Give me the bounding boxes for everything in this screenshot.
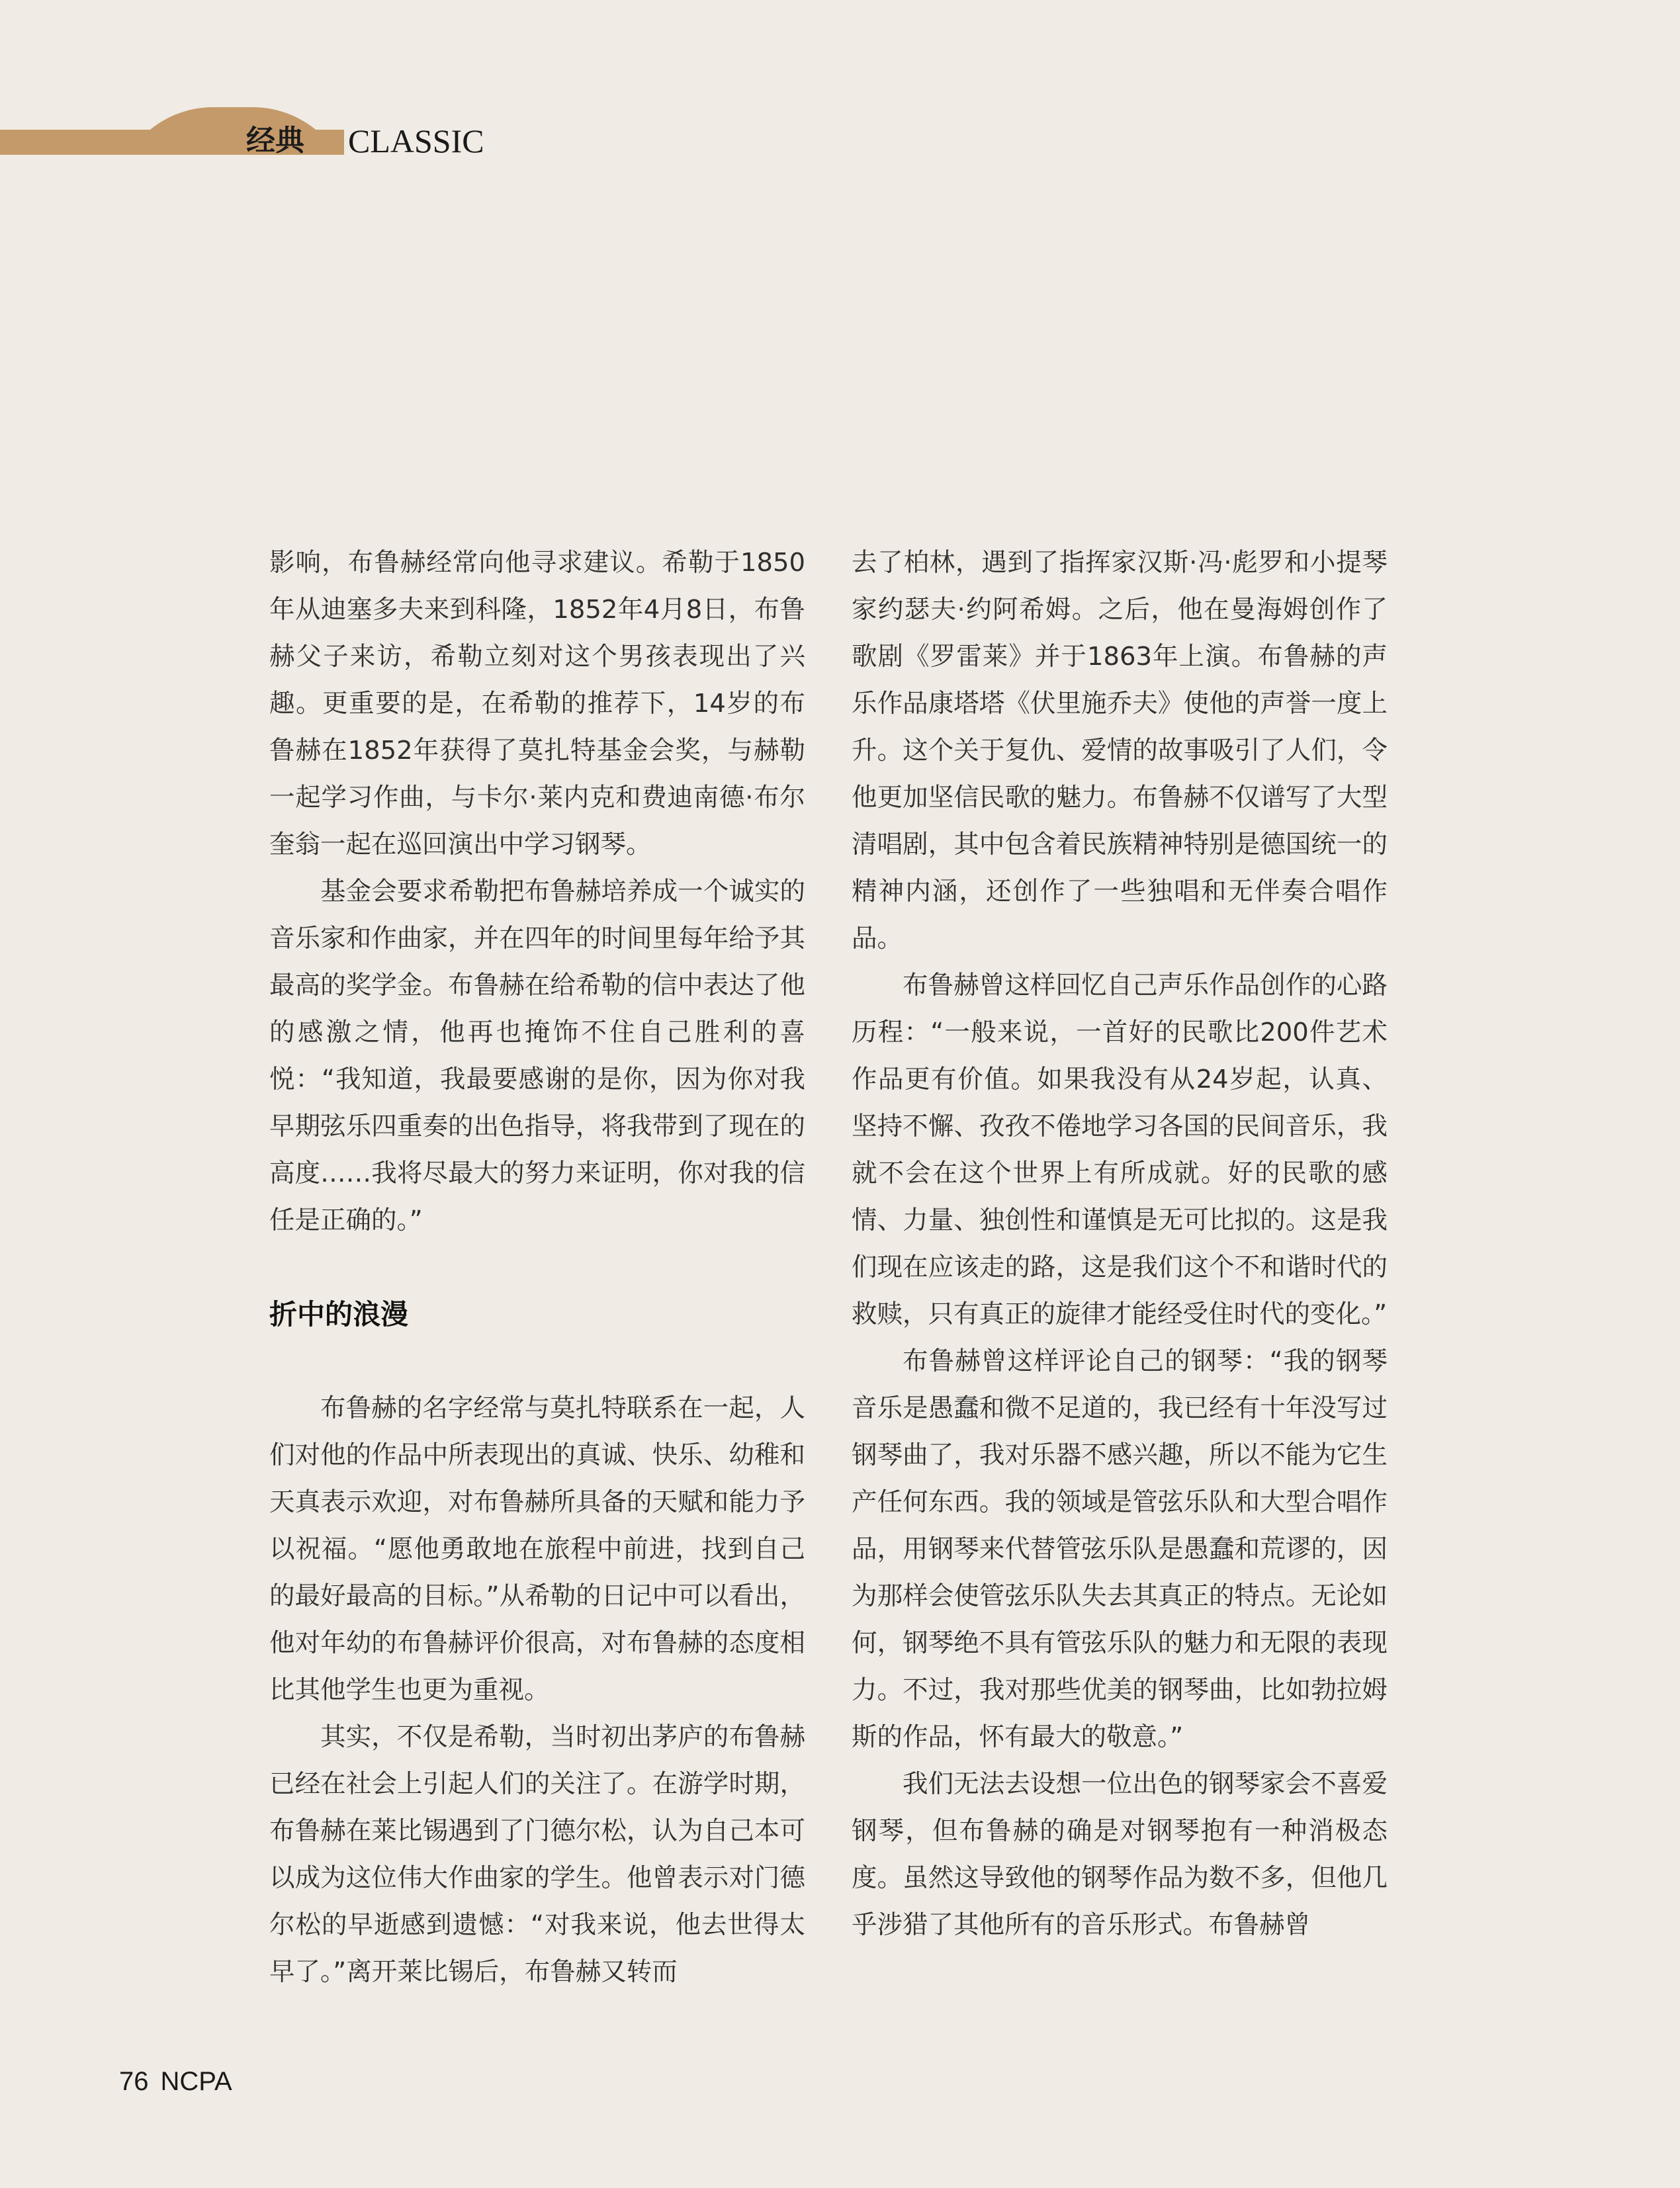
page-footer [119,2067,244,2097]
paragraph: 其实，不仅是希勒，当时初出茅庐的布鲁赫已经在社会上引起人们的关注了。在游学时期，布鲁赫在莱比锡遇到了门德尔松，认为自己本可以成为这位伟大作曲家的学生。他曾表示对门德尔松的早逝感到遗憾：“对我来说，他去世得太早了。”离开莱比锡后，布鲁赫又转而 [269,1722,805,1987]
paragraph: 影响，布鲁赫经常向他寻求建议。希勒于1850年从迪塞多夫来到科隆，1852年4月8日，布鲁赫父子来访，希勒立刻对这个男孩表现出了兴趣。更重要的是，在希勒的推荐下，14岁的布鲁赫在1852年获得了莫扎特基金会奖，与赫勒一起学习作曲，与卡尔·莱内克和费迪南德·布尔奎翁一起在巡回演出中学习钢琴。 [269,548,805,859]
page-number: 76 [119,2067,149,2096]
left-column [269,539,805,1995]
paragraph: 布鲁赫曾这样回忆自己声乐作品创作的心路历程：“一般来说，一首好的民歌比200件艺术作品更有价值。如果我没有从24岁起，认真、坚持不懈、孜孜不倦地学习各国的民间音乐，我就不会在这个世界上有所成就。好的民歌的感情、力量、独创性和谨慎是无可比拟的。这是我们现在应该走的路，这是我们这个不和谐时代的救赎，只有真正的旋律才能经受住时代的变化。” [852,971,1388,1329]
header-arc-mask [0,155,397,214]
section-title-zh: 经典 [246,124,304,157]
right-column [852,539,1388,1948]
publication-name: NCPA [160,2067,232,2096]
paragraph: 我们无法去设想一位出色的钢琴家会不喜爱钢琴，但布鲁赫的确是对钢琴抱有一种消极态度。虽然这导致他的钢琴作品为数不多，但他几乎涉猎了其他所有的音乐形式。布鲁赫曾 [852,1769,1388,1940]
paragraph: 布鲁赫的名字经常与莫扎特联系在一起，人们对他的作品中所表现出的真诚、快乐、幼稚和天真表示欢迎，对布鲁赫所具备的天赋和能力予以祝福。“愿他勇敢地在旅程中前进，找到自己的最好最高的目标。”从希勒的日记中可以看出，他对年幼的布鲁赫评价很高，对布鲁赫的态度相比其他学生也更为重视。 [269,1393,805,1705]
paragraph: 去了柏林，遇到了指挥家汉斯·冯·彪罗和小提琴家约瑟夫·约阿希姆。之后，他在曼海姆创作了歌剧《罗雷莱》并于1863年上演。布鲁赫的声乐作品康塔塔《伏里施乔夫》使他的声誉一度上升。这个关于复仇、爱情的故事吸引了人们，令他更加坚信民歌的魅力。布鲁赫不仅谱写了大型清唱剧，其中包含着民族精神特别是德国统一的精神内涵，还创作了一些独唱和无伴奏合唱作品。 [852,548,1388,953]
paragraph: 基金会要求希勒把布鲁赫培养成一个诚实的音乐家和作曲家，并在四年的时间里每年给予其最高的奖学金。布鲁赫在给希勒的信中表达了他的感激之情，他再也掩饰不住自己胜利的喜悦：“我知道，我最要感谢的是你，因为你对我早期弦乐四重奏的出色指导，将我带到了现在的高度……我将尽最大的努力来证明，你对我的信任是正确的。” [269,877,805,1235]
section-title-en: CLASSIC [348,122,484,159]
paragraph: 布鲁赫曾这样评论自己的钢琴：“我的钢琴音乐是愚蠢和微不足道的，我已经有十年没写过钢琴曲了，我对乐器不感兴趣，所以不能为它生产任何东西。我的领域是管弦乐队和大型合唱作品，用钢琴来代替管弦乐队是愚蠢和荒谬的，因为那样会使管弦乐队失去其真正的特点。无论如何，钢琴绝不具有管弦乐队的魅力和无限的表现力。不过，我对那些优美的钢琴曲，比如勃拉姆斯的作品，怀有最大的敬意。” [852,1346,1388,1752]
section-heading: 折中的浪漫 [269,1298,409,1331]
